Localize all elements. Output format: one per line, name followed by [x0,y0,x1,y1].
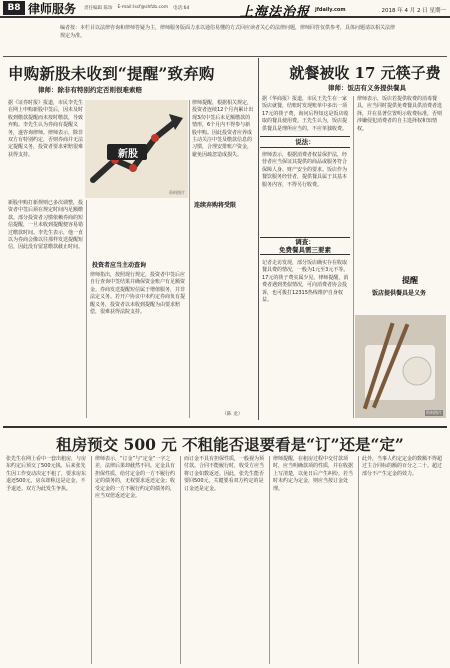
story1-byline: 律师：除非有特别约定否则很难索赔 [38,86,142,94]
story3-col1: 张先生在网上看中一套出租房，与房东约定后预交了500元钱。后来张先生因工作变动决定不租了，要求房东退还500元，房东却称这是定金，不予退还。双方为此发生争执。 [6,456,87,492]
illustration-credit: 资料图片 [169,190,185,195]
masthead [0,0,450,18]
story3-col2: 律师表示，“订金”与“定金”一字之差，法律后果却截然不同。定金具有担保性质，给付定金的一方不履行约定的债务的，无权要求返还定金；收受定金的一方不履行约定的债务的，应当双倍返还定金。 [95,456,176,500]
column-rule [353,96,354,418]
story2-col2: 记者走访发现，部分饭店确实存在收取餐具费的情况，一般为1元至3元不等。17元的筷子费实属少见。律师提醒，消费者遇到类似情况，可向消费者协会投诉，也可拨打12315热线维护自身权益。 [262,260,349,304]
date-text: 2018 年 4 月 2 日 [381,8,428,14]
story2-col1b: 律师表示，根据消费者权益保护法，经营者应当保证其提供的商品或服务符合保障人身、财产安全的要求。饭店作为餐饮服务经营者，提供餐具属于其基本服务内容，不得另行收费。 [262,152,348,188]
column-rule [180,456,181,664]
story1-col4: 律师提醒，根据相关规定，投资者连续12个月内累计出现3次中签后未足额缴款的情形，6个月内不得参与新股申购。因此投资者应养成主动关注中签及缴款信息的习惯，合理安排账户资金，避免因疏忽造成损失。 [192,100,254,158]
story2-headline: 就餐被收 17 元筷子费 [289,64,441,82]
story3-col4: 律师提醒，在租房过程中交付款项时，应当明确款项的性质，并在收据上写清楚，以免日后产生纠纷。若当时未约定为定金，则应当按订金处理。 [273,456,354,492]
column-rule [269,456,270,664]
photo-credit: 资料图片 [426,410,442,415]
restaurant-photo [355,315,446,418]
column-rule [86,200,87,418]
story2-subhead2 [260,237,350,255]
column-rule [358,456,359,664]
story2-byline: 律师：饭店有义务提供餐具 [328,84,406,92]
story2-col3: 律师表示，饭店若提供收费的消毒餐具，应当同时提供免费餐具供消费者选择，并在显著位置明示收费标准，否则涉嫌侵犯消费者的自主选择权和知情权。 [357,96,443,132]
editor-credit: 责任编辑 陈珍 [84,6,113,11]
section-header [3,0,76,16]
weekday-text: 星期一 [429,8,446,14]
stock-illustration [85,100,188,198]
illustration-label: 新股 [118,149,138,160]
story1-headline: 申购新股未收到“提醒”致弃购 [8,64,215,83]
story2-col1: 据《华商报》报道，市民王先生在一家饭店就餐，结账时发现账单中多出一项17元的筷子费，询问后得知这是饭店收取的餐具使用费。王先生认为，饭店提供餐具是理所应当的，不应单独收费。 [262,96,349,132]
issue-date [381,6,446,14]
story2-reminder: 提醒 [402,276,418,285]
story2-subhead2-text: 调查： [295,238,315,246]
story3-col3: 而订金不具有担保性质，一般视为预付款。合同不能履行时，收受方应当将订金如数返还。因此，张先生能否要回500元，关键要看双方约定的是订金还是定金。 [184,456,265,492]
story3-col5: 此外，当事人约定定金的数额不得超过主合同标的额的百分之二十。超过部分不产生定金的效力。 [362,456,443,477]
divider [3,56,447,57]
editor-email: E-mail:lssf@shfzb.com [117,5,169,10]
column-rule [189,100,190,418]
story2-reminder-sub: 饭店提供餐具是义务 [372,290,427,297]
story1-lead: 据《证券时报》报道，市民李先生在网上申购新股中签后，因未及时收到缴款提醒而未按时缴款，导致弃购。李先生认为券商有提醒义务，遂咨询律师。律师表示，除非双方有特别约定，否则券商并无法定提醒义务，投资者要求索赔很难获得支持。 [8,100,84,158]
story2-subhead3-text: 免费餐具需三要素 [279,246,331,254]
section-title: 律师服务 [28,1,77,16]
story1-subhead2: 连续弃购将受限 [194,202,237,209]
chopsticks-icon [355,315,446,418]
story-divider [258,58,259,420]
story3-headline: 租房预交 500 元 不租能否退要看是“订”还是“定” [56,435,404,454]
story2-subhead [260,136,350,148]
story1-subhead: 投资者应当主动查询 [92,262,147,269]
story2-subhead-text: 说法： [295,138,315,146]
paper-logo: 上海法治报 [240,5,311,20]
story1-col3: 律师指出，按照现行规定，投资者中签后应自行查询中签结果并确保资金账户有足额资金。券商发送提醒短信属于增值服务，并非法定义务。若开户协议中未约定券商负有提醒义务，投资者以未收到提醒为由要求赔偿，很难获得法院支持。 [90,272,186,316]
editor-tel: 电话:64 [173,6,190,11]
masthead-meta [84,5,189,11]
story1-col3a [90,200,140,230]
story1-reporter: （陈 龙） [222,412,243,417]
paper-url: jfdaily.com [315,7,346,13]
section-badge: B8 [3,1,25,15]
story1-col2: 新股申购打新规则已多次调整，投资者中签后须在规定时间内足额缴款。部分投资者习惯依赖券商的短信提醒，一旦未收到提醒便容易错过缴款时间。李先生表示，他一直以为券商会像以往那样发送提醒短信，因此没有留意缴款截止时间。 [8,200,84,251]
editor-note: 编者按：本栏目以法律咨询和律师答疑为主，律师服务版面力求以通俗易懂的方式回应读者关心的法律问题，律师回答仅供参考，具体问题请以相关法律规定为准。 [60,25,396,39]
story3-top-rule [3,426,447,428]
column-rule [91,456,92,664]
